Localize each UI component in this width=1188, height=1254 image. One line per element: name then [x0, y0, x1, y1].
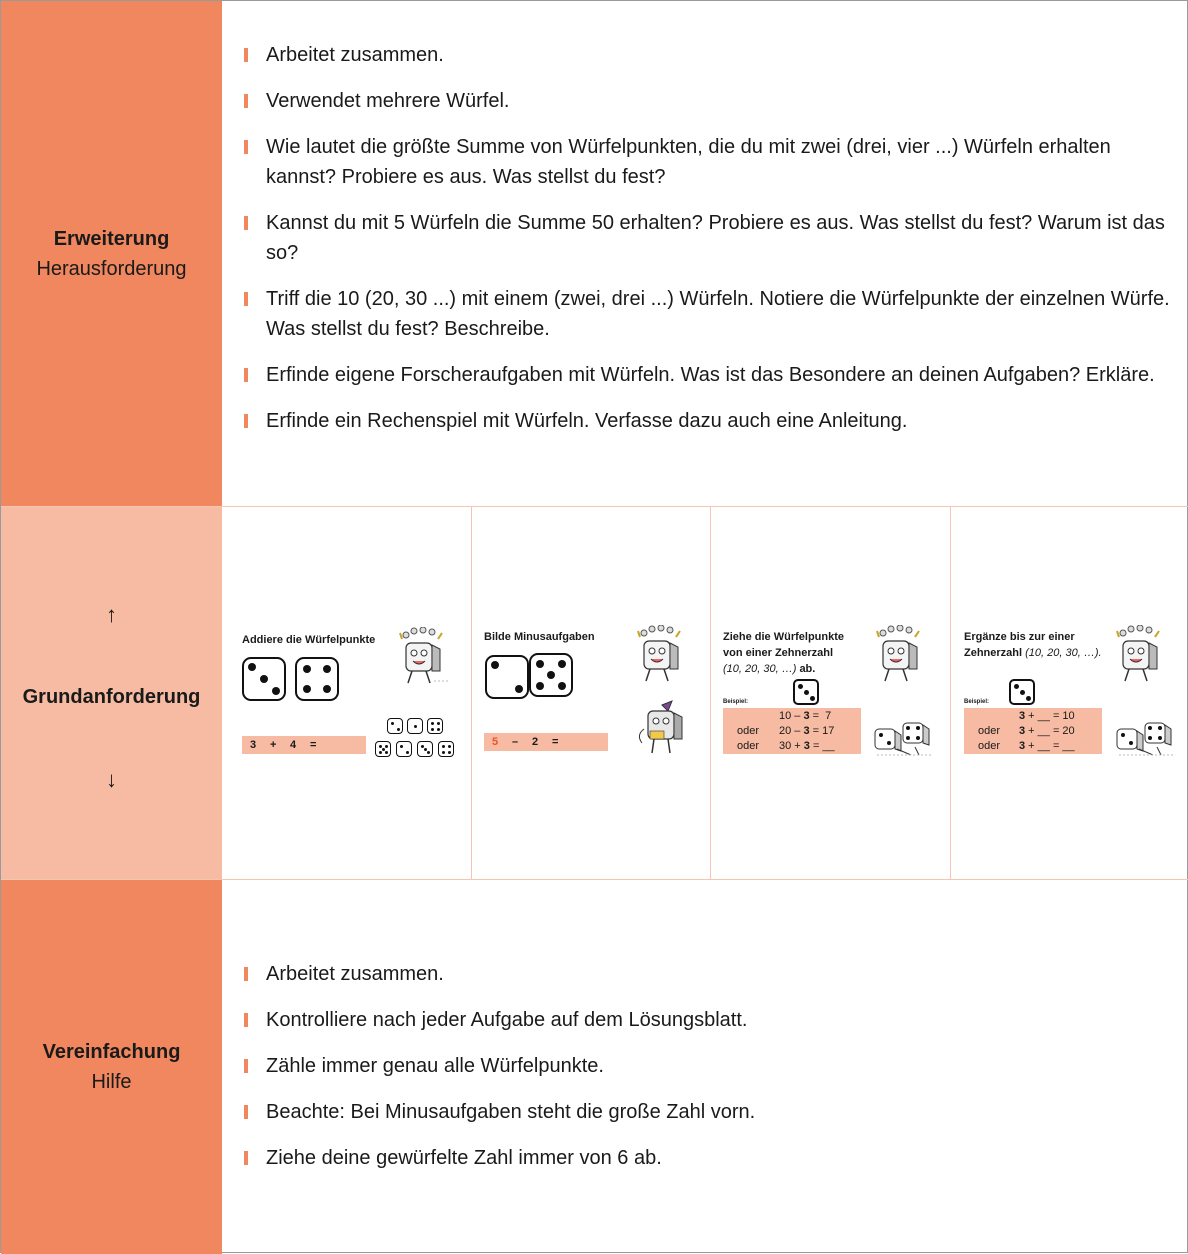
rolling-dice-icon [1113, 719, 1179, 759]
bullet-marker [244, 1151, 248, 1165]
erweiterung-list [242, 40, 1171, 452]
card-subtract-from-tens [711, 507, 951, 879]
big-die-five-icon [529, 653, 573, 697]
erweiterung-content [222, 1, 1188, 506]
equation-block: 10 – 3 = 7 oder 20 – 3 = 17 oder 30 + 3 = __ [723, 708, 861, 754]
arrow-down-icon: ↓ [106, 767, 117, 792]
list-item: Verwendet mehrere Würfel. [242, 86, 1171, 116]
rolling-dice-icon [871, 719, 937, 759]
big-die-two-icon [485, 655, 529, 699]
list-item: Zähle immer genau alle Würfelpunkte. [242, 1051, 1171, 1081]
example-label: Beispiel: [723, 699, 749, 705]
bullet-marker [244, 94, 248, 108]
bullet-marker [244, 140, 248, 154]
example-label: Beispiel: [964, 699, 990, 705]
card-title: Addiere die Würfelpunkte [242, 634, 376, 646]
erweiterung-subtitle: Herausforderung [36, 257, 187, 280]
bullet-marker [244, 216, 248, 230]
list-item: Erfinde ein Rechenspiel mit Würfeln. Verfasse dazu auch eine Anleitung. [242, 406, 1171, 436]
list-item: Arbeitet zusammen. [242, 959, 1171, 989]
bullet-marker [244, 292, 248, 306]
die-three-icon [793, 679, 819, 705]
list-item: Triff die 10 (20, 30 ...) mit einem (zwei, drei ...) Würfeln. Notiere die Würfelpunkte der einzelnen Würfe. Was stellst du fest? Beschreibe. [242, 284, 1171, 344]
list-item: Wie lautet die größte Summe von Würfelpunkten, die du mit zwei (drei, vier ...) Würfeln erhalten kannst? Probiere es aus. Was stellst du fest? [242, 132, 1171, 192]
equation-block: 3 + __ = 10 oder 3 + __ = 20 oder 3 + __ = __ [964, 708, 1102, 754]
dice-mascot-wizard-icon [632, 699, 698, 761]
vereinfachung-label-cell [1, 880, 222, 1254]
dice-mascot-juggling-icon [394, 627, 450, 689]
bullet-marker [244, 1059, 248, 1073]
vereinfachung-subtitle: Hilfe [91, 1071, 132, 1093]
dice-mascot-juggling-icon [1111, 625, 1167, 687]
list-item: Kannst du mit 5 Würfeln die Summe 50 erhalten? Probiere es aus. Was stellst du fest? Warum ist das so? [242, 208, 1171, 268]
grundanforderung-title: Grundanforderung [22, 686, 201, 708]
vereinfachung-content [222, 880, 1188, 1254]
vereinfachung-list [242, 959, 1171, 1189]
big-die-three-icon [242, 657, 286, 701]
row-erweiterung [1, 1, 1188, 506]
card-complete-to-tens [951, 507, 1188, 879]
list-item: Arbeitet zusammen. [242, 40, 1171, 70]
list-item: Kontrolliere nach jeder Aufgabe auf dem Lösungsblatt. [242, 1005, 1171, 1035]
bullet-marker [244, 1105, 248, 1119]
card-title: Bilde Minusaufgaben [484, 631, 595, 643]
erweiterung-label-cell [1, 1, 222, 506]
list-item: Erfinde eigene Forscheraufgaben mit Würfeln. Was ist das Besondere an deinen Aufgaben? Erkläre. [242, 360, 1171, 390]
bullet-marker [244, 967, 248, 981]
arrow-up-icon: ↑ [106, 602, 117, 627]
equation-bar: 3 + 4 = [242, 736, 366, 754]
task-cards [222, 507, 1188, 879]
die-three-icon [1009, 679, 1035, 705]
row-vereinfachung [1, 880, 1188, 1254]
bullet-marker [244, 1013, 248, 1027]
card-title: Ergänze bis zur einer Zehnerzahl (10, 20, 30, …). [964, 631, 1102, 659]
erweiterung-title: Erweiterung [53, 227, 170, 250]
card-subtraction [472, 507, 711, 879]
bullet-marker [244, 368, 248, 382]
bullet-marker [244, 48, 248, 62]
row-grundanforderung [1, 506, 1188, 880]
dice-mascot-juggling-icon [632, 625, 692, 687]
big-die-four-icon [295, 657, 339, 701]
dice-mascot-juggling-icon [871, 625, 927, 687]
vereinfachung-title: Vereinfachung [42, 1041, 181, 1063]
list-item: Ziehe deine gewürfelte Zahl immer von 6 ab. [242, 1143, 1171, 1173]
list-item: Beachte: Bei Minusaufgaben steht die große Zahl vorn. [242, 1097, 1171, 1127]
bullet-marker [244, 414, 248, 428]
card-addition [222, 507, 472, 879]
equation-bar: 5 – 2 = [484, 733, 608, 751]
card-title: Ziehe die Würfelpunkte von einer Zehnerzahl (10, 20, 30, …) ab. [723, 631, 845, 675]
